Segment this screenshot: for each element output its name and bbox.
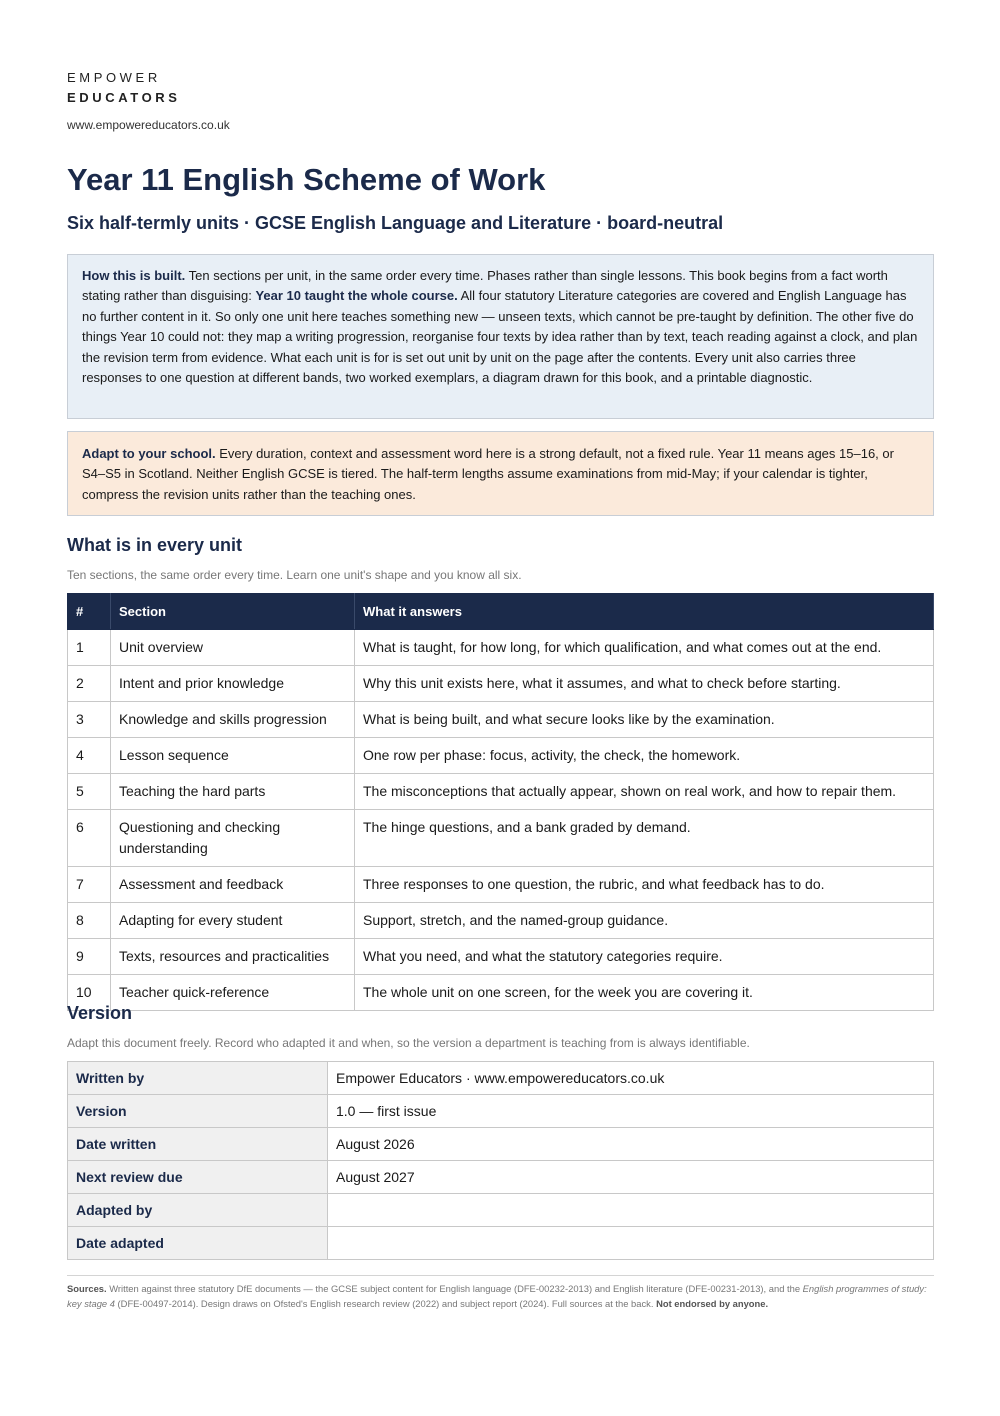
row-section: Unit overview xyxy=(111,630,355,666)
date-adapted-field xyxy=(328,1227,934,1260)
page-title: Year 11 English Scheme of Work xyxy=(67,162,546,197)
table-row xyxy=(68,1128,934,1161)
table-row xyxy=(68,1095,934,1128)
row-section: Teaching the hard parts xyxy=(111,774,355,810)
column-header-number: # xyxy=(68,594,111,630)
column-header-what-it-answers: What it answers xyxy=(355,594,934,630)
adapt-to-school-callout xyxy=(67,431,934,516)
row-section: Assessment and feedback xyxy=(111,867,355,903)
row-section: Intent and prior knowledge xyxy=(111,666,355,702)
version-field-value: August 2026 xyxy=(328,1128,934,1161)
version-field-label: Date adapted xyxy=(68,1227,328,1260)
table-row xyxy=(68,1062,934,1095)
table-row xyxy=(68,702,934,738)
sources-lead: Sources. xyxy=(67,1283,107,1294)
version-heading: Version xyxy=(67,1003,133,1023)
row-section: Adapting for every student xyxy=(111,903,355,939)
version-field-label: Written by xyxy=(68,1062,328,1095)
table-row xyxy=(68,903,934,939)
footer-divider xyxy=(67,1275,934,1276)
version-table xyxy=(67,1061,934,1260)
how-this-is-built-callout xyxy=(67,254,934,419)
row-section: Teacher quick-reference xyxy=(111,975,355,1011)
table-row xyxy=(68,810,934,867)
sources-italic-title: English programmes of study: key stage 4 xyxy=(67,1283,927,1309)
row-section: Texts, resources and practicalities xyxy=(111,939,355,975)
callout-text: All four statutory Literature categories are covered and English Language has no further content in it. So only one unit here teaches something new — unseen texts, which cannot be pre-taught by definition. The other five do things Year 10 could not: they map a writing progression, reorganise four texts by idea rather than by text, teach reading against a clock, and plan the revision term from evidence. What each unit is for is set out unit by unit on the page after the contents. Every unit also carries three responses to one question at different bands, two worked exemplars, a diagram drawn for this book, and a printable diagnostic. xyxy=(82,288,918,386)
row-number: 1 xyxy=(68,630,111,666)
row-section: Questioning and checking understanding xyxy=(111,810,355,867)
table-row xyxy=(68,1227,934,1260)
sources-text: Written against three statutory DfE documents — the GCSE subject content for English language (DFE-00232-2013) and English literature (DFE-00231-2013), and the xyxy=(106,1283,803,1294)
table-row xyxy=(68,975,934,1011)
version-field-value: August 2027 xyxy=(328,1161,934,1194)
row-number: 4 xyxy=(68,738,111,774)
row-number: 8 xyxy=(68,903,111,939)
callout-text: Ten sections per unit, in the same order every time. Phases rather than single lessons. This book begins from a fact worth stating rather than disguising: xyxy=(82,268,888,304)
callout-text: Every duration, context and assessment word here is a strong default, not a fixed rule. Year 11 means ages 15–16, or S4–S5 in Scotland. Neither English GCSE is tiered. The half-term lengths assume examinations from mid-May; if your calendar is tighter, compress the revision units rather than the teaching ones. xyxy=(82,446,894,502)
version-field-value: Empower Educators · www.empowereducators.co.uk xyxy=(328,1062,934,1095)
sources-end: Not endorsed by anyone. xyxy=(656,1297,769,1309)
table-row xyxy=(68,1161,934,1194)
table-row xyxy=(68,939,934,975)
row-number: 10 xyxy=(68,975,111,1011)
row-answer: What is being built, and what secure looks like by the examination. xyxy=(355,702,934,738)
row-section: Lesson sequence xyxy=(111,738,355,774)
website-url: www.empowereducators.co.uk xyxy=(67,118,230,132)
table-row xyxy=(68,867,934,903)
row-answer: The misconceptions that actually appear, shown on real work, and how to repair them. xyxy=(355,774,934,810)
row-section: Knowledge and skills progression xyxy=(111,702,355,738)
sections-note: Ten sections, the same order every time. Learn one unit's shape and you know all six. xyxy=(67,568,522,582)
adapted-by-field xyxy=(328,1194,934,1227)
table-row xyxy=(68,630,934,666)
row-answer: The hinge questions, and a bank graded by demand. xyxy=(355,810,934,867)
row-answer: What is taught, for how long, for which qualification, and what comes out at the end. xyxy=(355,630,934,666)
callout-lead: How this is built. xyxy=(82,268,186,283)
row-answer: Three responses to one question, the rubric, and what feedback has to do. xyxy=(355,867,934,903)
version-field-label: Date written xyxy=(68,1128,328,1161)
callout-emphasis: Year 10 taught the whole course. xyxy=(255,288,458,304)
brand-name-line2: EDUCATORS xyxy=(67,90,181,105)
row-answer: What you need, and what the statutory categories require. xyxy=(355,939,934,975)
row-answer: Why this unit exists here, what it assumes, and what to check before starting. xyxy=(355,666,934,702)
version-field-label: Next review due xyxy=(68,1161,328,1194)
brand-name-line1: EMPOWER xyxy=(67,70,161,85)
version-field-label: Adapted by xyxy=(68,1194,328,1227)
row-number: 3 xyxy=(68,702,111,738)
table-header-row xyxy=(68,594,934,630)
row-number: 5 xyxy=(68,774,111,810)
table-row xyxy=(68,1194,934,1227)
version-field-label: Version xyxy=(68,1095,328,1128)
table-row xyxy=(68,738,934,774)
callout-lead: Adapt to your school. xyxy=(82,446,216,461)
row-answer: Support, stretch, and the named-group guidance. xyxy=(355,903,934,939)
sources-footnote xyxy=(67,1282,934,1311)
row-answer: One row per phase: focus, activity, the check, the homework. xyxy=(355,738,934,774)
row-number: 9 xyxy=(68,939,111,975)
column-header-section: Section xyxy=(111,594,355,630)
table-row xyxy=(68,774,934,810)
sections-heading: What is in every unit xyxy=(67,535,243,555)
page-subtitle: Six half-termly units · GCSE English Language and Literature · board-neutral xyxy=(67,213,724,233)
sources-text: (DFE-00497-2014). Design draws on Ofsted's English research review (2022) and subject report (2024). Full sources at the back. xyxy=(114,1297,657,1309)
row-number: 7 xyxy=(68,867,111,903)
table-row xyxy=(68,666,934,702)
row-number: 6 xyxy=(68,810,111,867)
version-field-value: 1.0 — first issue xyxy=(328,1095,934,1128)
version-note: Adapt this document freely. Record who adapted it and when, so the version a department is teaching from is always identifiable. xyxy=(67,1036,750,1050)
sections-table xyxy=(67,593,934,1011)
row-answer: The whole unit on one screen, for the week you are covering it. xyxy=(355,975,934,1011)
row-number: 2 xyxy=(68,666,111,702)
